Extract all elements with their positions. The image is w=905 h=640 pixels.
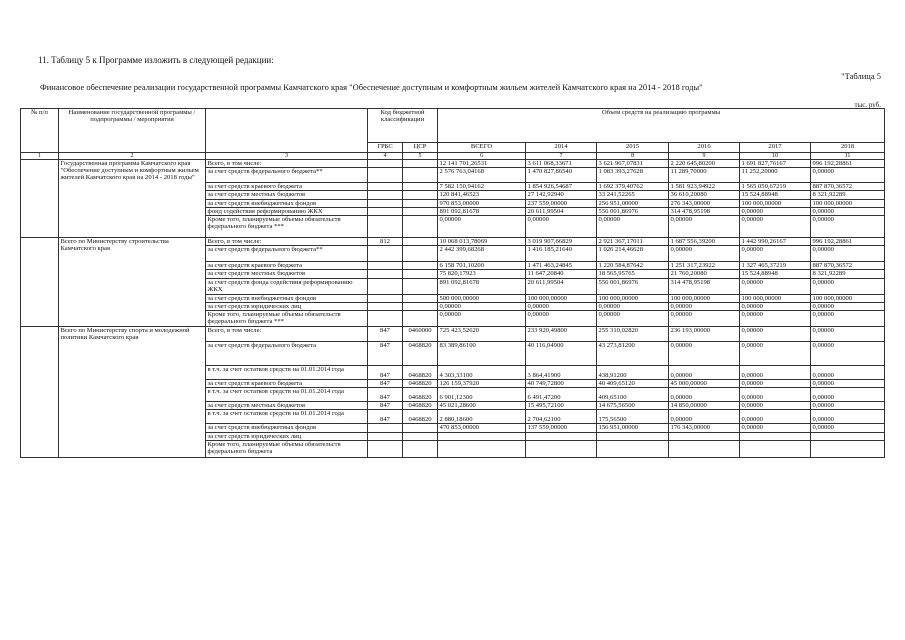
y2017-cell: 0,00000 bbox=[740, 402, 811, 410]
row-label: за счет средств внебюджетных фондов bbox=[206, 294, 368, 302]
row-label: за счет средств краевого бюджета bbox=[206, 183, 368, 191]
header-2015: 2015 bbox=[597, 143, 669, 153]
grbs-cell: 847 bbox=[368, 388, 403, 402]
total-cell: 83 389,86100 bbox=[438, 342, 526, 366]
y2018-cell: 996 192,28861 bbox=[811, 160, 885, 168]
total-cell: 2 576 763,04168 bbox=[438, 168, 526, 183]
y2017-cell: 0,00000 bbox=[740, 278, 811, 294]
y2015-cell: 1 083 393,27628 bbox=[597, 168, 669, 183]
total-cell: 891 092,81678 bbox=[438, 278, 526, 294]
column-index: 1 bbox=[21, 153, 59, 160]
grbs-cell bbox=[368, 246, 403, 262]
csr-cell bbox=[403, 246, 438, 262]
y2018-cell: 996 192,28861 bbox=[811, 238, 885, 246]
grbs-cell bbox=[368, 207, 403, 215]
y2018-cell: 8 321,92289 bbox=[811, 270, 885, 278]
csr-cell bbox=[403, 207, 438, 215]
y2017-cell: 0,00000 bbox=[740, 246, 811, 262]
y2014-cell: 2 704,62100 bbox=[526, 410, 597, 424]
y2017-cell: 0,00000 bbox=[740, 327, 811, 342]
y2017-cell: 0,00000 bbox=[740, 366, 811, 380]
y2014-cell: 3 864,41900 bbox=[526, 366, 597, 380]
csr-cell bbox=[403, 238, 438, 246]
column-index: 10 bbox=[740, 153, 811, 160]
instruction-text: 11. Таблицу 5 к Программе изложить в следующей редакции: bbox=[38, 55, 274, 65]
table-body bbox=[21, 160, 885, 458]
y2016-cell: 276 343,00000 bbox=[669, 199, 740, 207]
y2018-cell: 100 000,00000 bbox=[811, 294, 885, 302]
csr-cell: 0460000 bbox=[403, 327, 438, 342]
row-number-cell bbox=[21, 327, 59, 458]
y2017-cell: 15 524,88948 bbox=[740, 191, 811, 199]
y2018-cell: 100 000,00000 bbox=[811, 199, 885, 207]
y2015-cell: 0,00000 bbox=[597, 302, 669, 310]
y2016-cell: 0,00000 bbox=[669, 342, 740, 366]
row-label: Кроме того, планируемые объемы обязательств федерального бюджета *** bbox=[206, 311, 368, 327]
y2015-cell: 438,91200 bbox=[597, 366, 669, 380]
total-cell: 12 141 701,26531 bbox=[438, 160, 526, 168]
program-name-cell: Государственная программа Камчатского края "Обеспечение доступным и комфортным жильем жителей Камчатского края на 2014 - 2018 годы" bbox=[59, 160, 206, 238]
total-cell: 0,00000 bbox=[438, 311, 526, 327]
y2014-cell: 20 611,99504 bbox=[526, 278, 597, 294]
csr-cell: 0468820 bbox=[403, 366, 438, 380]
grbs-cell: 847 bbox=[368, 402, 403, 410]
y2018-cell: 887 870,36572 bbox=[811, 262, 885, 270]
y2015-cell: 18 565,95765 bbox=[597, 270, 669, 278]
column-index: 6 bbox=[438, 153, 526, 160]
column-index: 8 bbox=[597, 153, 669, 160]
y2015-cell: 156 951,00000 bbox=[597, 424, 669, 432]
y2018-cell: 0,00000 bbox=[811, 168, 885, 183]
y2014-cell bbox=[526, 432, 597, 440]
y2017-cell: 15 524,88948 bbox=[740, 270, 811, 278]
total-cell: 0,00000 bbox=[438, 302, 526, 310]
grbs-cell bbox=[368, 216, 403, 238]
grbs-cell: 847 bbox=[368, 366, 403, 380]
y2018-cell: 8 321,92289 bbox=[811, 191, 885, 199]
table-label: "Таблица 5 bbox=[841, 71, 881, 81]
y2016-cell: 36 610,20080 bbox=[669, 191, 740, 199]
y2017-cell: 100 000,00000 bbox=[740, 199, 811, 207]
row-label: за счет средств юридических лиц bbox=[206, 302, 368, 310]
y2014-cell: 233 920,49800 bbox=[526, 327, 597, 342]
y2016-cell: 314 478,95198 bbox=[669, 207, 740, 215]
row-label: Всего, в том числе: bbox=[206, 238, 368, 246]
y2015-cell: 1 026 214,46628 bbox=[597, 246, 669, 262]
grbs-cell bbox=[368, 191, 403, 199]
y2018-cell bbox=[811, 440, 885, 457]
row-label: в т.ч. за счет остатков средств на 01.01.2014 года bbox=[206, 388, 368, 402]
y2014-cell: 137 559,00000 bbox=[526, 424, 597, 432]
y2015-cell: 2 921 367,17011 bbox=[597, 238, 669, 246]
financing-table bbox=[20, 108, 885, 458]
row-label: Всего, в том числе: bbox=[206, 160, 368, 168]
total-cell: 6 901,12300 bbox=[438, 388, 526, 402]
y2017-cell: 0,00000 bbox=[740, 216, 811, 238]
total-cell: 891 092,81678 bbox=[438, 207, 526, 215]
csr-cell bbox=[403, 311, 438, 327]
y2014-cell: 1 470 827,86540 bbox=[526, 168, 597, 183]
y2014-cell: 20 611,99504 bbox=[526, 207, 597, 215]
total-cell: 2 442 399,68268 bbox=[438, 246, 526, 262]
column-index-row bbox=[21, 153, 885, 160]
grbs-cell: 847 bbox=[368, 327, 403, 342]
row-label: в т.ч. за счет остатков средств на 01.01.2014 года bbox=[206, 410, 368, 424]
csr-cell bbox=[403, 160, 438, 168]
total-cell: 126 159,37920 bbox=[438, 380, 526, 388]
header-row bbox=[21, 109, 885, 143]
total-cell: 0,00000 bbox=[438, 216, 526, 238]
y2016-cell: 1 687 556,39200 bbox=[669, 238, 740, 246]
grbs-cell bbox=[368, 302, 403, 310]
header-volume: Объем средств на реализацию программы bbox=[438, 109, 885, 143]
y2017-cell: 1 565 050,67219 bbox=[740, 183, 811, 191]
program-name-cell: Всего по Министерству спорта и молодежной политики Камчатского края bbox=[59, 327, 206, 458]
row-label: за счет средств федерального бюджета** bbox=[206, 168, 368, 183]
column-index: 7 bbox=[526, 153, 597, 160]
y2014-cell: 237 559,00000 bbox=[526, 199, 597, 207]
row-label: Кроме того, планируемые объемы обязательств федерального бюджета *** bbox=[206, 216, 368, 238]
csr-cell bbox=[403, 270, 438, 278]
grbs-cell bbox=[368, 440, 403, 457]
grbs-cell bbox=[368, 168, 403, 183]
y2018-cell: 0,00000 bbox=[811, 410, 885, 424]
grbs-cell bbox=[368, 262, 403, 270]
total-cell: 120 841,46523 bbox=[438, 191, 526, 199]
y2016-cell: 100 000,00000 bbox=[669, 294, 740, 302]
y2015-cell: 1 692 379,40762 bbox=[597, 183, 669, 191]
grbs-cell: 847 bbox=[368, 380, 403, 388]
header-2018: 2018 bbox=[811, 143, 885, 153]
y2015-cell: 1 220 584,87642 bbox=[597, 262, 669, 270]
row-label: Всего, в том числе: bbox=[206, 327, 368, 342]
y2018-cell: 0,00000 bbox=[811, 380, 885, 388]
y2018-cell: 0,00000 bbox=[811, 366, 885, 380]
csr-cell bbox=[403, 262, 438, 270]
y2017-cell: 1 691 827,76167 bbox=[740, 160, 811, 168]
y2018-cell: 0,00000 bbox=[811, 207, 885, 215]
program-name-cell: Всего по Министерству строительства Камчатского края bbox=[59, 238, 206, 327]
table-row bbox=[21, 238, 885, 246]
grbs-cell bbox=[368, 311, 403, 327]
row-number-cell bbox=[21, 238, 59, 327]
y2014-cell: 100 000,00000 bbox=[526, 294, 597, 302]
csr-cell: 0468820 bbox=[403, 380, 438, 388]
y2014-cell: 1 854 926,54687 bbox=[526, 183, 597, 191]
y2016-cell: 1 581 923,94922 bbox=[669, 183, 740, 191]
grbs-cell bbox=[368, 270, 403, 278]
csr-cell bbox=[403, 294, 438, 302]
y2015-cell: 43 273,81200 bbox=[597, 342, 669, 366]
y2016-cell bbox=[669, 432, 740, 440]
csr-cell bbox=[403, 191, 438, 199]
y2016-cell: 176 343,00000 bbox=[669, 424, 740, 432]
total-cell: 500 000,00000 bbox=[438, 294, 526, 302]
y2014-cell: 27 142,92940 bbox=[526, 191, 597, 199]
column-index: 4 bbox=[368, 153, 403, 160]
header-2014: 2014 bbox=[526, 143, 597, 153]
y2014-cell: 15 495,72100 bbox=[526, 402, 597, 410]
y2018-cell: 0,00000 bbox=[811, 402, 885, 410]
y2016-cell: 21 760,20080 bbox=[669, 270, 740, 278]
total-cell: 2 880,18600 bbox=[438, 410, 526, 424]
y2018-cell: 0,00000 bbox=[811, 311, 885, 327]
y2016-cell: 0,00000 bbox=[669, 302, 740, 310]
grbs-cell bbox=[368, 199, 403, 207]
y2017-cell: 0,00000 bbox=[740, 410, 811, 424]
y2016-cell: 314 478,95198 bbox=[669, 278, 740, 294]
csr-cell: 0468820 bbox=[403, 342, 438, 366]
y2015-cell: 100 000,00000 bbox=[597, 294, 669, 302]
csr-cell bbox=[403, 199, 438, 207]
csr-cell: 0468820 bbox=[403, 388, 438, 402]
y2018-cell: 0,00000 bbox=[811, 246, 885, 262]
grbs-cell bbox=[368, 294, 403, 302]
row-label: за счет средств краевого бюджета bbox=[206, 262, 368, 270]
table-row bbox=[21, 327, 885, 342]
y2015-cell: 40 409,65120 bbox=[597, 380, 669, 388]
y2014-cell: 0,00000 bbox=[526, 216, 597, 238]
y2016-cell: 0,00000 bbox=[669, 410, 740, 424]
csr-cell: 0468820 bbox=[403, 402, 438, 410]
total-cell: 725 423,52620 bbox=[438, 327, 526, 342]
y2016-cell: 0,00000 bbox=[669, 216, 740, 238]
row-label: за счет средств фонда содействия реформированию ЖКХ bbox=[206, 278, 368, 294]
y2015-cell bbox=[597, 432, 669, 440]
csr-cell: 0468820 bbox=[403, 410, 438, 424]
row-label: за счет средств внебюджетных фондов bbox=[206, 199, 368, 207]
total-cell: 4 303,33100 bbox=[438, 366, 526, 380]
total-cell: 75 820,17923 bbox=[438, 270, 526, 278]
y2016-cell: 11 289,70000 bbox=[669, 168, 740, 183]
y2014-cell: 6 491,47200 bbox=[526, 388, 597, 402]
y2018-cell: 0,00000 bbox=[811, 388, 885, 402]
row-label: за счет средств местных бюджетов bbox=[206, 270, 368, 278]
row-label: за счет средств федерального бюджета** bbox=[206, 246, 368, 262]
document-title: Финансовое обеспечение реализации государственной программы Камчатского края "Обеспечение доступным и комфортным жильем жителей Камчатского края на 2014 - 2018 годы" bbox=[40, 82, 703, 92]
grbs-cell bbox=[368, 424, 403, 432]
y2014-cell: 40 749,72800 bbox=[526, 380, 597, 388]
row-label: за счет средств внебюджетных фондов bbox=[206, 424, 368, 432]
y2015-cell: 556 001,86976 bbox=[597, 278, 669, 294]
row-label: за счет средств местных бюджетов bbox=[206, 191, 368, 199]
y2015-cell: 175,56500 bbox=[597, 410, 669, 424]
y2017-cell: 0,00000 bbox=[740, 424, 811, 432]
csr-cell bbox=[403, 278, 438, 294]
y2014-cell: 1 471 463,24845 bbox=[526, 262, 597, 270]
row-label: Кроме того, планируемые объемы обязательств федерального бюджета bbox=[206, 440, 368, 457]
y2015-cell: 255 310,02820 bbox=[597, 327, 669, 342]
grbs-cell bbox=[368, 183, 403, 191]
y2018-cell: 0,00000 bbox=[811, 278, 885, 294]
total-cell bbox=[438, 432, 526, 440]
y2015-cell bbox=[597, 440, 669, 457]
y2017-cell: 0,00000 bbox=[740, 342, 811, 366]
column-index: 3 bbox=[206, 153, 368, 160]
y2016-cell: 0,00000 bbox=[669, 311, 740, 327]
total-cell: 6 158 701,10200 bbox=[438, 262, 526, 270]
y2017-cell: 0,00000 bbox=[740, 388, 811, 402]
y2018-cell: 0,00000 bbox=[811, 302, 885, 310]
y2015-cell: 0,00000 bbox=[597, 311, 669, 327]
row-label: фонд содействия реформированию ЖКХ bbox=[206, 207, 368, 215]
y2017-cell: 0,00000 bbox=[740, 302, 811, 310]
y2015-cell: 3 621 967,07831 bbox=[597, 160, 669, 168]
y2016-cell: 0,00000 bbox=[669, 388, 740, 402]
total-cell: 970 853,00000 bbox=[438, 199, 526, 207]
grbs-cell bbox=[368, 278, 403, 294]
column-index: 11 bbox=[811, 153, 885, 160]
y2017-cell: 0,00000 bbox=[740, 311, 811, 327]
y2015-cell: 409,65100 bbox=[597, 388, 669, 402]
total-cell: 10 068 013,78069 bbox=[438, 238, 526, 246]
header-2017: 2017 bbox=[740, 143, 811, 153]
y2015-cell: 556 001,86976 bbox=[597, 207, 669, 215]
y2016-cell: 14 850,00000 bbox=[669, 402, 740, 410]
grbs-cell bbox=[368, 432, 403, 440]
column-index: 2 bbox=[59, 153, 206, 160]
y2018-cell: 0,00000 bbox=[811, 342, 885, 366]
y2018-cell: 0,00000 bbox=[811, 327, 885, 342]
grbs-cell bbox=[368, 160, 403, 168]
header-blank bbox=[206, 109, 368, 153]
y2016-cell: 0,00000 bbox=[669, 366, 740, 380]
y2014-cell: 11 647,20840 bbox=[526, 270, 597, 278]
y2014-cell: 1 416 185,21640 bbox=[526, 246, 597, 262]
grbs-cell: 847 bbox=[368, 410, 403, 424]
y2015-cell: 256 951,00000 bbox=[597, 199, 669, 207]
header-grbs: ГРБС bbox=[368, 143, 403, 153]
y2017-cell: 100 000,00000 bbox=[740, 294, 811, 302]
y2017-cell: 1 442 990,26167 bbox=[740, 238, 811, 246]
y2018-cell: 0,00000 bbox=[811, 216, 885, 238]
csr-cell bbox=[403, 302, 438, 310]
y2015-cell: 0,00000 bbox=[597, 216, 669, 238]
row-number-cell bbox=[21, 160, 59, 238]
row-label: за счет средств местных бюджетов bbox=[206, 402, 368, 410]
y2016-cell: 2 220 645,80200 bbox=[669, 160, 740, 168]
column-index: 5 bbox=[403, 153, 438, 160]
header-name: Наименование государственной программы / подпрограммы / мероприятия bbox=[59, 109, 206, 153]
y2016-cell: 1 251 317,23922 bbox=[669, 262, 740, 270]
y2016-cell: 0,00000 bbox=[669, 246, 740, 262]
y2018-cell bbox=[811, 432, 885, 440]
header-2016: 2016 bbox=[669, 143, 740, 153]
table-row bbox=[21, 160, 885, 168]
total-cell: 7 582 150,94162 bbox=[438, 183, 526, 191]
header-csr: ЦСР bbox=[403, 143, 438, 153]
y2015-cell: 14 675,56500 bbox=[597, 402, 669, 410]
y2016-cell: 45 000,00000 bbox=[669, 380, 740, 388]
csr-cell bbox=[403, 183, 438, 191]
row-label: за счет средств юридических лиц bbox=[206, 432, 368, 440]
y2014-cell: 40 116,04900 bbox=[526, 342, 597, 366]
header-code: Код бюджетной классификации bbox=[368, 109, 438, 143]
total-cell bbox=[438, 440, 526, 457]
y2016-cell: 236 193,00000 bbox=[669, 327, 740, 342]
csr-cell bbox=[403, 440, 438, 457]
y2018-cell: 887 870,36572 bbox=[811, 183, 885, 191]
y2014-cell: 3 611 068,33671 bbox=[526, 160, 597, 168]
y2014-cell: 0,00000 bbox=[526, 302, 597, 310]
y2016-cell bbox=[669, 440, 740, 457]
csr-cell bbox=[403, 216, 438, 238]
row-label: за счет средств краевого бюджета bbox=[206, 380, 368, 388]
csr-cell bbox=[403, 168, 438, 183]
y2014-cell: 0,00000 bbox=[526, 311, 597, 327]
y2017-cell bbox=[740, 440, 811, 457]
y2017-cell bbox=[740, 432, 811, 440]
grbs-cell: 812 bbox=[368, 238, 403, 246]
total-cell: 45 021,28600 bbox=[438, 402, 526, 410]
row-label: за счет средств федерального бюджета bbox=[206, 342, 368, 366]
total-cell: 470 853,00000 bbox=[438, 424, 526, 432]
grbs-cell: 847 bbox=[368, 342, 403, 366]
header-total: ВСЕГО bbox=[438, 143, 526, 153]
y2017-cell: 1 327 465,37219 bbox=[740, 262, 811, 270]
y2017-cell: 11 252,20000 bbox=[740, 168, 811, 183]
y2014-cell bbox=[526, 440, 597, 457]
y2017-cell: 0,00000 bbox=[740, 380, 811, 388]
column-index: 9 bbox=[669, 153, 740, 160]
row-label: в т.ч. за счет остатков средств на 01.01.2014 года bbox=[206, 366, 368, 380]
csr-cell bbox=[403, 432, 438, 440]
header-num: № п/п bbox=[21, 109, 59, 153]
csr-cell bbox=[403, 424, 438, 432]
y2018-cell: 0,00000 bbox=[811, 424, 885, 432]
y2015-cell: 33 241,52265 bbox=[597, 191, 669, 199]
y2017-cell: 0,00000 bbox=[740, 207, 811, 215]
units-label: тыс. руб. bbox=[854, 101, 881, 109]
y2014-cell: 3 019 907,66829 bbox=[526, 238, 597, 246]
